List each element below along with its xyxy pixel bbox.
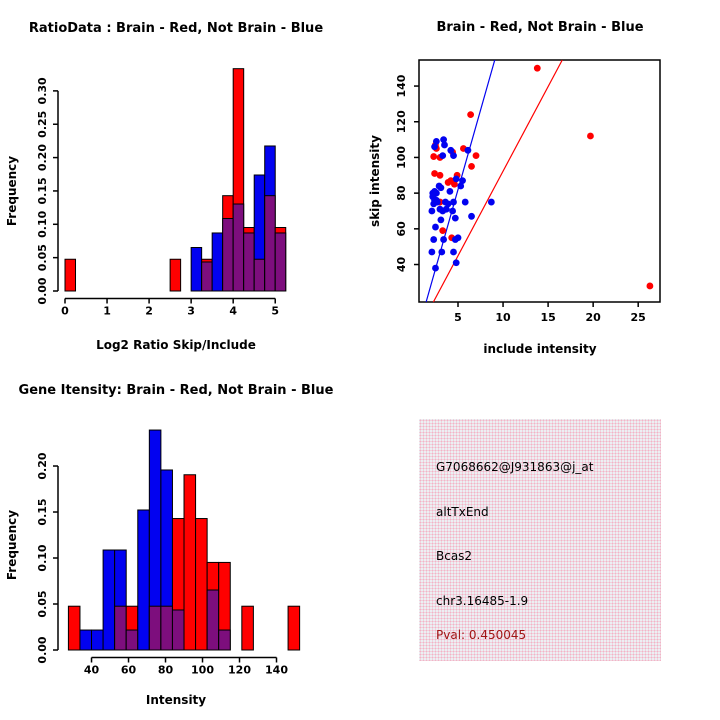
panel-ratio-histogram	[0, 0, 360, 360]
scatter-plot	[360, 0, 720, 360]
svg-text:0.10: 0.10	[36, 544, 49, 572]
gene-name-text: Bcas2	[436, 549, 473, 563]
locus-text: chr3.16485-1.9	[436, 594, 529, 608]
svg-text:0.00: 0.00	[36, 636, 49, 664]
ratio-hist-plot	[0, 0, 360, 360]
panel-intensity-scatter	[360, 0, 720, 360]
panel-gene-intensity-histogram	[0, 360, 360, 720]
svg-text:140: 140	[265, 663, 288, 677]
svg-text:60: 60	[120, 663, 137, 677]
svg-text:80: 80	[157, 663, 174, 677]
gene-hist-xlabel: Intensity	[145, 693, 207, 707]
svg-text:0: 0	[61, 304, 69, 318]
svg-text:100: 100	[395, 145, 408, 169]
svg-text:5: 5	[271, 304, 280, 318]
pval-text: Pval: 0.450045	[436, 628, 527, 642]
svg-text:0.05: 0.05	[36, 590, 49, 618]
svg-text:80: 80	[395, 185, 408, 201]
svg-text:0.20: 0.20	[36, 144, 49, 172]
gene-hist-plot	[0, 360, 360, 720]
svg-text:0.05: 0.05	[36, 244, 49, 272]
event-type-text: altTxEnd	[436, 505, 489, 519]
svg-text:25: 25	[630, 311, 646, 324]
svg-text:0.20: 0.20	[36, 452, 49, 480]
svg-text:4: 4	[229, 304, 238, 318]
svg-text:140: 140	[395, 74, 408, 98]
ratio-hist-title: RatioData : Brain - Red, Not Brain - Blue	[28, 21, 324, 36]
probe-id-text: G7068662@J931863@j_at	[436, 460, 594, 474]
svg-text:120: 120	[228, 663, 251, 677]
scatter-ylabel: skip intensity	[368, 135, 382, 227]
svg-text:0.25: 0.25	[36, 110, 49, 138]
svg-text:5: 5	[454, 311, 462, 324]
svg-text:0.30: 0.30	[36, 77, 49, 105]
svg-text:40: 40	[83, 663, 100, 677]
ratio-hist-ylabel: Frequency	[5, 155, 19, 227]
svg-text:0.10: 0.10	[36, 210, 49, 238]
svg-text:1: 1	[103, 304, 111, 318]
gene-hist-ylabel: Frequency	[5, 509, 19, 581]
svg-text:100: 100	[191, 663, 214, 677]
gene-hist-title: Gene Itensity: Brain - Red, Not Brain - Blue	[18, 383, 334, 398]
scatter-title: Brain - Red, Not Brain - Blue	[436, 20, 644, 35]
svg-text:60: 60	[395, 221, 408, 237]
svg-text:3: 3	[187, 304, 195, 318]
svg-text:120: 120	[395, 110, 408, 134]
svg-text:15: 15	[540, 311, 556, 324]
gene-info-box	[419, 419, 661, 661]
panel-gene-info	[360, 360, 720, 720]
svg-text:0.15: 0.15	[36, 177, 49, 205]
svg-text:0.00: 0.00	[36, 277, 49, 305]
scatter-xlabel: include intensity	[483, 342, 597, 356]
svg-text:2: 2	[145, 304, 153, 318]
svg-text:20: 20	[585, 311, 601, 324]
svg-text:10: 10	[495, 311, 511, 324]
svg-text:40: 40	[395, 256, 408, 273]
svg-text:0.15: 0.15	[36, 498, 49, 526]
ratio-hist-xlabel: Log2 Ratio Skip/Include	[96, 338, 256, 352]
